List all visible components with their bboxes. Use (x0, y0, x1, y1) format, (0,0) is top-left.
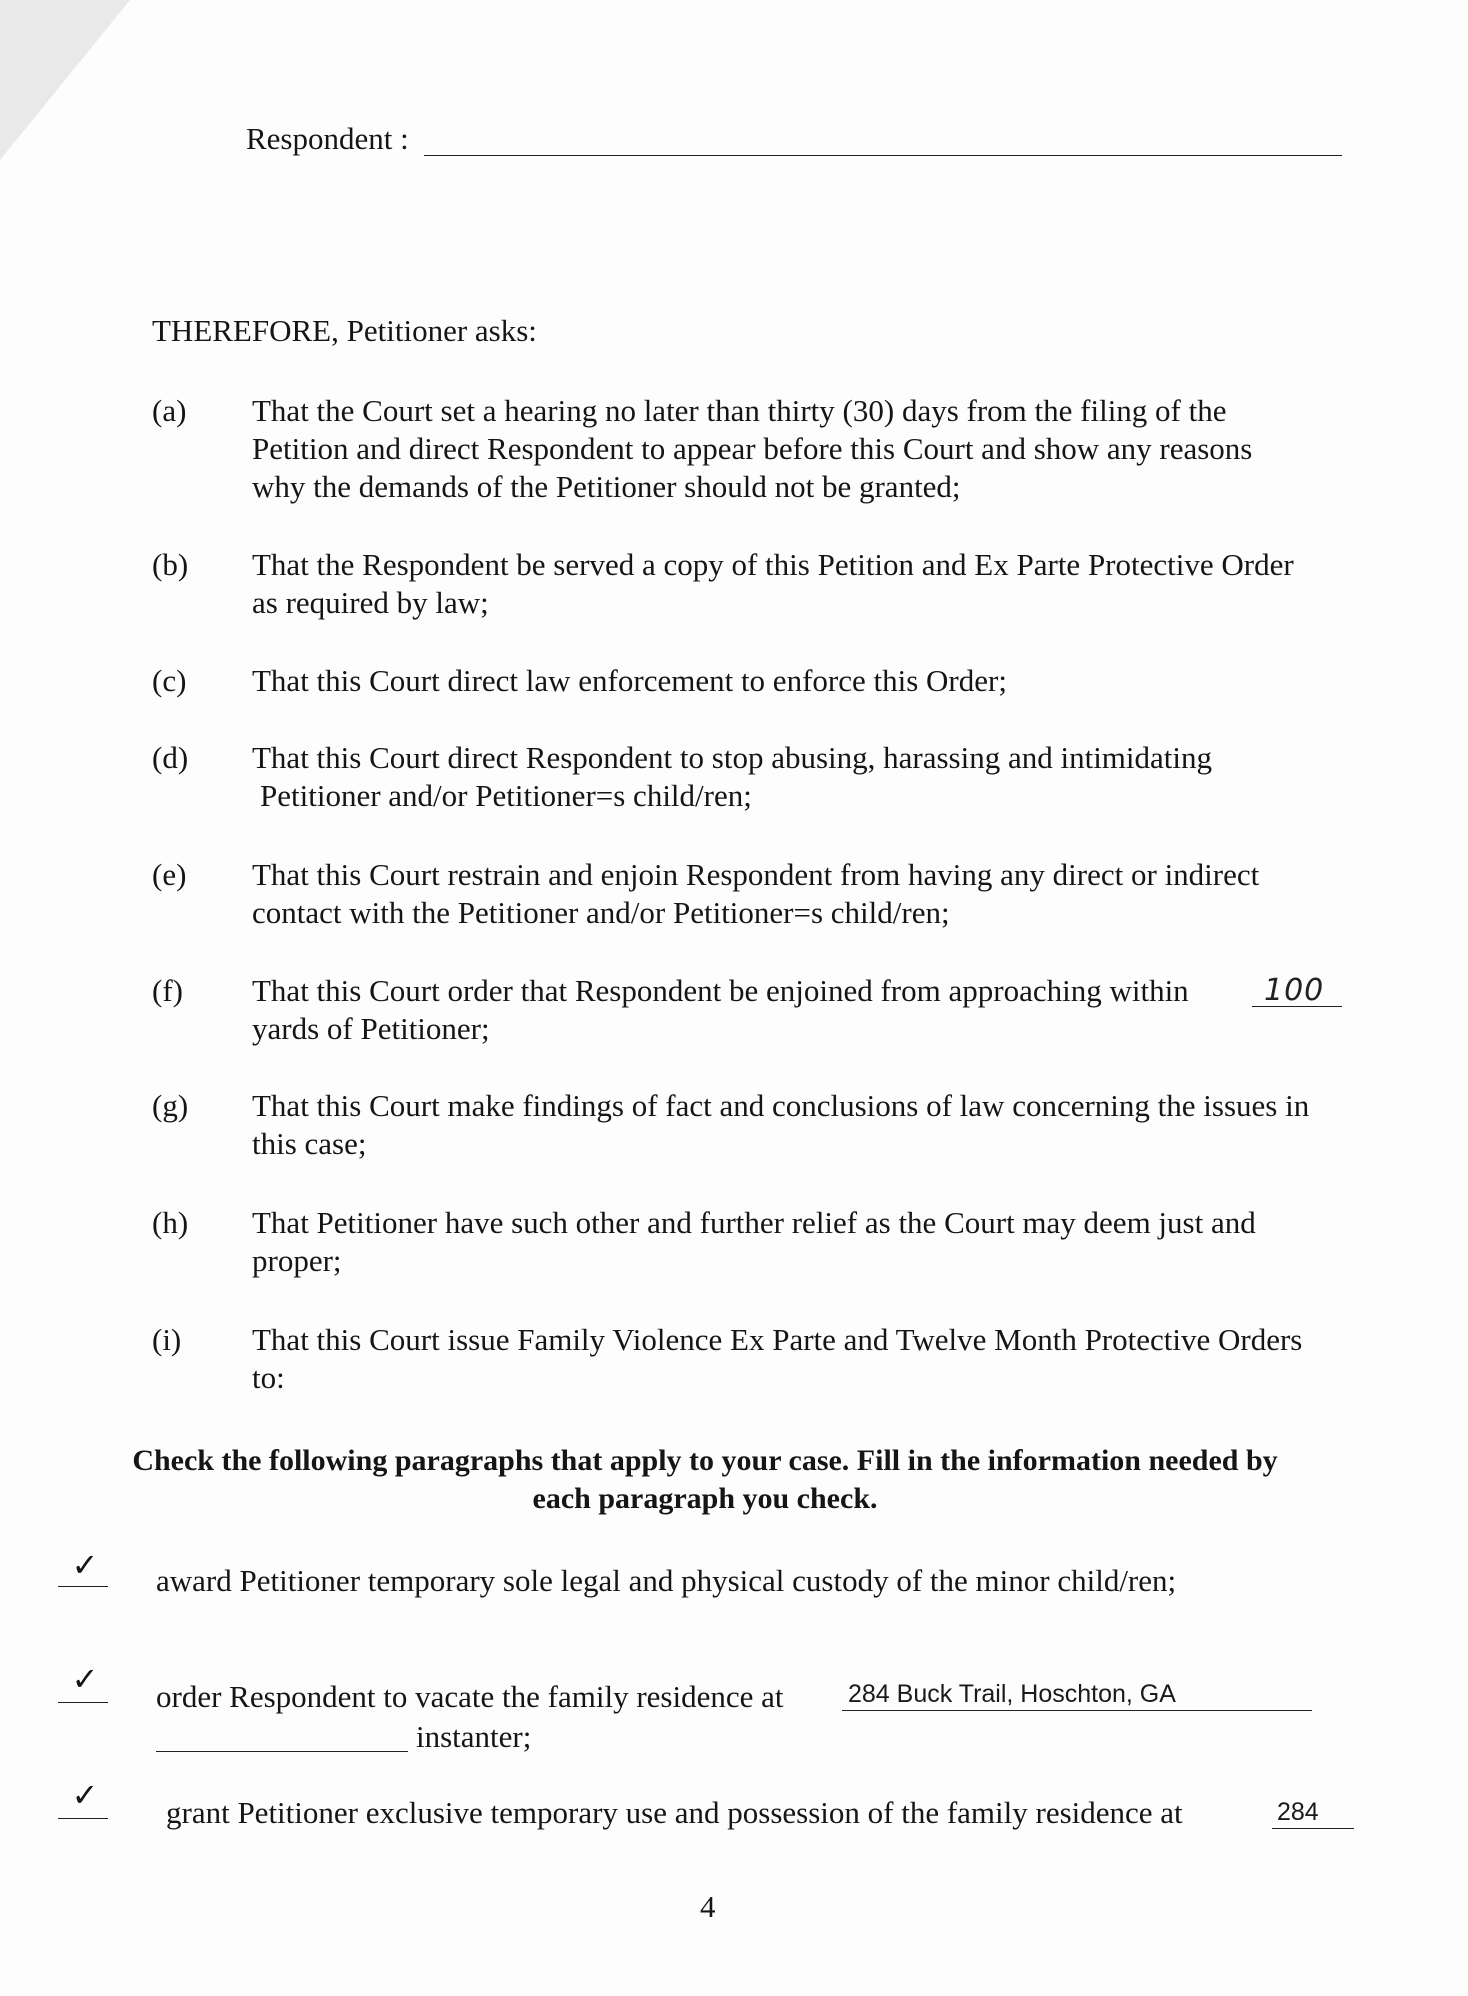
item-label: (a) (152, 393, 187, 428)
item-text: That the Court set a hearing no later than thirty (30) days from the filing of the Petition and direct Respondent to appear before this Court and show any reasons why the demands of the Petitioner should not be granted; (252, 393, 1253, 504)
item-text: That Petitioner have such other and further relief as the Court may deem just and proper; (252, 1205, 1256, 1278)
vacate-address[interactable]: 284 Buck Trail, Hoschton, GA (848, 1680, 1176, 1708)
respondent-label: Respondent : (246, 121, 409, 156)
vacate-paragraph: order Respondent to vacate the family residence at (156, 1679, 784, 1714)
item-text: That the Respondent be served a copy of this Petition and Ex Parte Protective Order as required by law; (252, 547, 1294, 620)
item-label: (i) (152, 1322, 182, 1357)
checkmark-icon[interactable]: ✓ (71, 1546, 99, 1584)
item-text: That this Court order that Respondent be enjoined from approaching within yards of Petitioner; (252, 973, 1189, 1046)
item-text: That this Court issue Family Violence Ex Parte and Twelve Month Protective Orders to: (252, 1322, 1303, 1395)
item-label: (f) (152, 973, 183, 1008)
residence-blank (1272, 1828, 1354, 1829)
item-text: That this Court restrain and enjoin Respondent from having any direct or indirect contact with the Petitioner and/or Petitioner=s child/ren; (252, 857, 1260, 930)
address-blank-continued (156, 1751, 408, 1752)
therefore-heading: THEREFORE, Petitioner asks: (152, 313, 537, 348)
instructions-heading: Check the following paragraphs that apply to your case. Fill in the information needed by each paragraph you check. (132, 1444, 1278, 1515)
item-label: (h) (152, 1205, 189, 1240)
residence-address[interactable]: 284 (1277, 1798, 1319, 1826)
custody-paragraph: award Petitioner temporary sole legal and physical custody of the minor child/ren; (156, 1563, 1177, 1598)
respondent-blank (424, 155, 1342, 156)
possession-paragraph: grant Petitioner exclusive temporary use and possession of the family residence at (166, 1795, 1183, 1830)
page-fold-shadow (0, 0, 130, 160)
item-label: (g) (152, 1088, 189, 1123)
check-blank (58, 1818, 108, 1819)
item-text: That this Court direct law enforcement to enforce this Order; (252, 663, 1007, 698)
checkmark-icon[interactable]: ✓ (71, 1776, 99, 1814)
item-text: That this Court make findings of fact and conclusions of law concerning the issues in this case; (252, 1088, 1310, 1161)
item-text: That this Court direct Respondent to stop abusing, harassing and intimidating Petitioner and/or Petitioner=s child/ren; (252, 740, 1213, 813)
check-blank (58, 1586, 108, 1587)
instanter-text: instanter; (416, 1719, 532, 1754)
item-label: (b) (152, 547, 189, 582)
checkmark-icon[interactable]: ✓ (71, 1660, 99, 1698)
distance-handwritten: 100 (1264, 973, 1325, 1008)
check-blank (58, 1702, 108, 1703)
address-blank (842, 1710, 1312, 1711)
item-label: (c) (152, 663, 187, 698)
item-label: (e) (152, 857, 187, 892)
page-number: 4 (700, 1889, 716, 1924)
item-label: (d) (152, 740, 189, 775)
